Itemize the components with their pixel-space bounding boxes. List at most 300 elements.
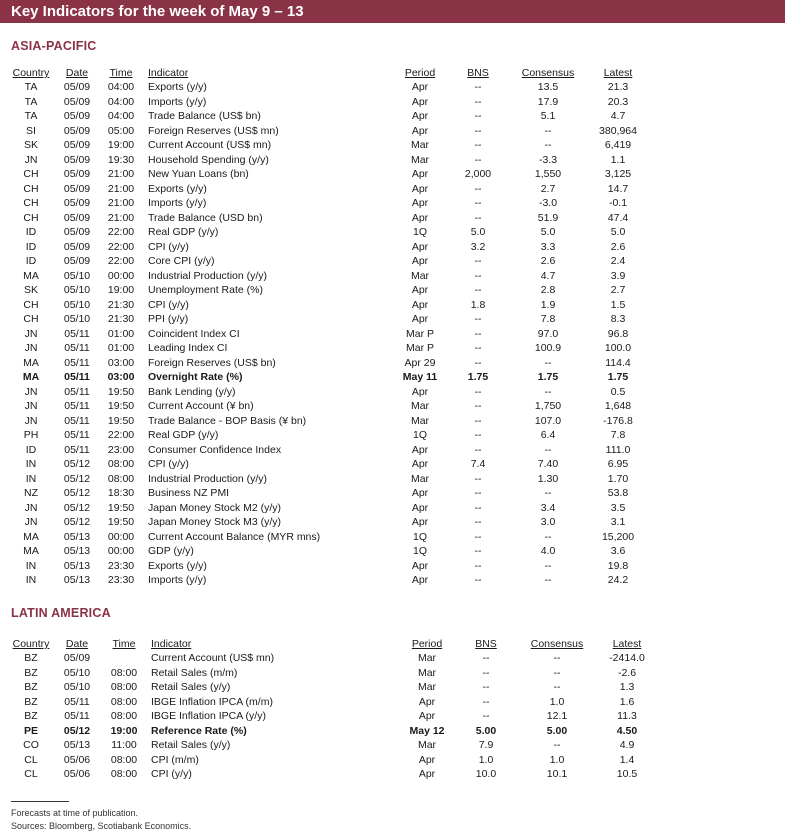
- cell-bns: 7.9: [478, 739, 494, 751]
- cell-latest: 380,964: [599, 124, 637, 137]
- cell-country: JN: [24, 516, 38, 528]
- cell-bns: --: [474, 110, 482, 122]
- table-row: [0, 153, 785, 168]
- cell-indicator: CPI (y/y): [148, 458, 189, 470]
- cell-date: 05/10: [63, 681, 91, 693]
- cell-bns: --: [482, 710, 490, 722]
- cell-consensus: 1,750: [534, 400, 562, 412]
- cell-date: 05/11: [64, 414, 90, 427]
- cell-indicator: Industrial Production (y/y): [148, 472, 268, 485]
- cell-country: IN: [25, 472, 37, 485]
- cell-period: May 11: [402, 371, 438, 383]
- cell-indicator: Foreign Reserves (US$ mn): [148, 124, 279, 137]
- header-date: Date: [65, 67, 89, 79]
- cell-country: IN: [25, 574, 37, 586]
- cell-latest: 3.5: [610, 501, 626, 514]
- cell-date: 05/12: [63, 724, 91, 737]
- cell-time: 03:00: [107, 356, 135, 369]
- cell-date: 05/11: [64, 342, 90, 354]
- cell-date: 05/09: [63, 240, 91, 253]
- cell-period: Mar: [410, 139, 430, 151]
- table-row: [0, 428, 785, 443]
- cell-consensus: 3.3: [540, 240, 556, 253]
- cell-period: Mar: [417, 652, 437, 664]
- cell-time: 19:50: [107, 414, 135, 427]
- cell-latest: 1.70: [607, 472, 629, 485]
- cell-country: CH: [23, 211, 39, 224]
- cell-bns: 7.4: [470, 458, 486, 470]
- cell-country: JN: [24, 501, 38, 514]
- cell-time: 00:00: [107, 530, 135, 543]
- cell-indicator: Retail Sales (y/y): [151, 739, 231, 751]
- cell-country: NZ: [24, 487, 38, 499]
- cell-indicator: Industrial Production (y/y): [148, 269, 268, 282]
- table-row: [0, 109, 785, 124]
- cell-country: BZ: [24, 652, 38, 664]
- cell-period: Apr: [411, 385, 429, 398]
- cell-bns: --: [482, 695, 490, 708]
- cell-period: 1Q: [412, 226, 428, 238]
- cell-latest: -0.1: [608, 197, 628, 209]
- cell-latest: 24.2: [607, 574, 629, 586]
- cell-latest: 96.8: [607, 327, 629, 340]
- footnote-divider: [11, 801, 69, 802]
- cell-time: 22:00: [107, 429, 135, 441]
- latam-section-title: LATIN AMERICA: [11, 606, 111, 620]
- cell-period: Apr: [411, 197, 429, 209]
- cell-bns: --: [474, 530, 482, 543]
- table-row: [0, 414, 785, 429]
- table-row: [0, 515, 785, 530]
- cell-country: CL: [24, 768, 38, 780]
- header-latest: Latest: [603, 67, 633, 79]
- cell-country: ID: [25, 255, 37, 267]
- cell-consensus: --: [553, 681, 561, 693]
- cell-date: 05/12: [63, 458, 91, 470]
- cell-country: MA: [22, 371, 40, 383]
- header-latest: Latest: [612, 638, 642, 650]
- cell-time: 19:30: [107, 153, 135, 166]
- cell-country: CH: [23, 313, 39, 325]
- cell-latest: 1,648: [604, 400, 632, 412]
- cell-consensus: --: [553, 666, 561, 679]
- cell-time: 21:30: [107, 313, 135, 325]
- cell-date: 05/10: [63, 313, 91, 325]
- cell-latest: 3.6: [610, 545, 626, 557]
- cell-time: 23:00: [107, 443, 135, 456]
- table-row: [0, 269, 785, 284]
- cell-period: Mar P: [405, 327, 435, 340]
- cell-consensus: 100.9: [534, 342, 562, 354]
- cell-consensus: --: [544, 487, 552, 499]
- cell-date: 05/09: [63, 211, 91, 224]
- cell-bns: --: [474, 516, 482, 528]
- cell-latest: 6,419: [604, 139, 632, 151]
- cell-time: 22:00: [107, 226, 135, 238]
- cell-time: 08:00: [107, 458, 135, 470]
- cell-country: TA: [24, 95, 38, 108]
- cell-indicator: IBGE Inflation IPCA (m/m): [151, 695, 273, 708]
- cell-indicator: Core CPI (y/y): [148, 255, 215, 267]
- cell-time: 08:00: [110, 681, 138, 693]
- cell-bns: --: [474, 327, 482, 340]
- cell-consensus: 4.7: [540, 269, 556, 282]
- cell-consensus: 17.9: [537, 95, 559, 108]
- cell-time: 03:00: [107, 371, 135, 383]
- cell-latest: 7.8: [610, 429, 626, 441]
- table-row: [0, 182, 785, 197]
- cell-consensus: 5.1: [540, 110, 556, 122]
- cell-bns: --: [474, 153, 482, 166]
- cell-period: Apr: [411, 182, 429, 195]
- cell-consensus: --: [544, 124, 552, 137]
- cell-consensus: 5.0: [540, 226, 556, 238]
- cell-consensus: --: [544, 559, 552, 572]
- cell-date: 05/10: [63, 269, 91, 282]
- cell-indicator: CPI (y/y): [148, 298, 189, 311]
- header-consensus: Consensus: [530, 638, 584, 650]
- cell-indicator: Exports (y/y): [148, 559, 207, 572]
- cell-consensus: 1.9: [540, 298, 556, 311]
- cell-date: 05/09: [63, 197, 91, 209]
- cell-bns: --: [474, 255, 482, 267]
- cell-country: CH: [23, 182, 39, 195]
- cell-bns: --: [474, 81, 482, 93]
- header-date: Date: [65, 638, 89, 650]
- cell-date: 05/10: [63, 298, 91, 311]
- table-row: [0, 356, 785, 371]
- header-indicator: Indicator: [151, 638, 192, 650]
- cell-indicator: Trade Balance (US$ bn): [148, 110, 261, 122]
- table-row: [0, 457, 785, 472]
- cell-consensus: 12.1: [546, 710, 568, 722]
- table-row: [0, 695, 785, 710]
- cell-consensus: 2.8: [540, 284, 556, 296]
- cell-period: Mar: [410, 269, 430, 282]
- cell-time: 19:50: [107, 400, 135, 412]
- cell-indicator: Japan Money Stock M2 (y/y): [148, 501, 282, 514]
- cell-indicator: Overnight Rate (%): [148, 371, 243, 383]
- cell-date: 05/09: [63, 652, 91, 664]
- cell-country: IN: [25, 458, 37, 470]
- cell-indicator: Unemployment Rate (%): [148, 284, 263, 296]
- cell-bns: --: [474, 501, 482, 514]
- cell-latest: 21.3: [607, 81, 629, 93]
- cell-indicator: IBGE Inflation IPCA (y/y): [151, 710, 266, 722]
- cell-period: 1Q: [412, 530, 428, 543]
- cell-time: 18:30: [107, 487, 135, 499]
- table-row: [0, 709, 785, 724]
- table-row: [0, 283, 785, 298]
- cell-country: JN: [24, 400, 38, 412]
- cell-latest: -176.8: [603, 414, 633, 427]
- cell-period: Apr: [411, 487, 429, 499]
- cell-time: 01:00: [107, 342, 135, 354]
- cell-indicator: Retail Sales (y/y): [151, 681, 231, 693]
- cell-latest: 2.7: [610, 284, 626, 296]
- cell-consensus: 1.30: [537, 472, 559, 485]
- cell-period: Mar: [410, 153, 430, 166]
- cell-latest: 0.5: [610, 385, 626, 398]
- cell-time: 04:00: [107, 110, 135, 122]
- table-row: [0, 486, 785, 501]
- footnote-forecasts: Forecasts at time of publication.: [11, 808, 139, 818]
- table-row: [0, 544, 785, 559]
- cell-consensus: 1.0: [549, 695, 565, 708]
- cell-date: 05/06: [63, 753, 91, 766]
- table-row: [0, 559, 785, 574]
- cell-date: 05/11: [64, 695, 90, 708]
- header-bns: BNS: [467, 67, 489, 79]
- cell-latest: 14.7: [607, 182, 629, 195]
- cell-indicator: Imports (y/y): [148, 574, 207, 586]
- cell-latest: 3.9: [610, 269, 626, 282]
- cell-date: 05/11: [64, 429, 90, 441]
- cell-period: Apr: [411, 95, 429, 108]
- cell-consensus: 4.0: [540, 545, 556, 557]
- cell-latest: 2.4: [610, 255, 626, 267]
- cell-period: Apr: [411, 255, 429, 267]
- cell-latest: 8.3: [610, 313, 626, 325]
- cell-consensus: 107.0: [534, 414, 562, 427]
- cell-indicator: Consumer Confidence Index: [148, 443, 282, 456]
- cell-time: 00:00: [107, 545, 135, 557]
- cell-consensus: 51.9: [537, 211, 559, 224]
- cell-country: ID: [25, 443, 37, 456]
- cell-bns: --: [474, 574, 482, 586]
- header-time: Time: [109, 67, 133, 79]
- cell-time: 23:30: [107, 574, 135, 586]
- table-row: [0, 472, 785, 487]
- cell-indicator: Current Account (US$ mn): [148, 139, 272, 151]
- cell-period: Apr: [411, 443, 429, 456]
- cell-date: 05/10: [63, 666, 91, 679]
- cell-period: Apr: [418, 710, 436, 722]
- cell-period: Apr: [411, 516, 429, 528]
- cell-period: Apr: [411, 284, 429, 296]
- cell-bns: 3.2: [470, 240, 486, 253]
- cell-time: 22:00: [107, 255, 135, 267]
- cell-latest: 100.0: [604, 342, 632, 354]
- cell-indicator: Business NZ PMI: [148, 487, 230, 499]
- header-period: Period: [411, 638, 443, 650]
- cell-period: Apr: [411, 458, 429, 470]
- cell-period: 1Q: [412, 545, 428, 557]
- cell-bns: --: [482, 652, 490, 664]
- page-title: Key Indicators for the week of May 9 – 13: [11, 3, 304, 20]
- table-row: [0, 724, 785, 739]
- cell-consensus: 1.75: [537, 371, 559, 383]
- cell-date: 05/09: [63, 110, 91, 122]
- cell-country: SI: [26, 124, 36, 137]
- cell-consensus: 3.0: [540, 516, 556, 528]
- cell-indicator: Imports (y/y): [148, 197, 207, 209]
- table-row: [0, 124, 785, 139]
- cell-country: TA: [24, 110, 38, 122]
- cell-date: 05/09: [63, 153, 91, 166]
- cell-country: CH: [23, 197, 39, 209]
- cell-indicator: Current Account (US$ mn): [151, 652, 275, 664]
- cell-latest: 20.3: [607, 95, 629, 108]
- cell-date: 05/09: [63, 95, 91, 108]
- cell-indicator: Exports (y/y): [148, 81, 207, 93]
- asia-section-title: ASIA-PACIFIC: [11, 39, 97, 53]
- cell-date: 05/11: [64, 327, 90, 340]
- cell-period: Mar: [417, 739, 437, 751]
- cell-country: JN: [24, 342, 38, 354]
- cell-bns: --: [482, 681, 490, 693]
- cell-indicator: Real GDP (y/y): [148, 226, 219, 238]
- cell-period: Apr: [411, 501, 429, 514]
- header-indicator: Indicator: [148, 67, 189, 79]
- cell-period: Apr: [411, 110, 429, 122]
- cell-country: BZ: [24, 695, 38, 708]
- cell-period: Apr: [411, 559, 429, 572]
- cell-date: 05/11: [64, 443, 90, 456]
- cell-indicator: CPI (m/m): [151, 753, 199, 766]
- cell-time: 04:00: [107, 95, 135, 108]
- cell-date: 05/11: [64, 385, 90, 398]
- cell-bns: --: [474, 559, 482, 572]
- table-row: [0, 225, 785, 240]
- table-row: [0, 196, 785, 211]
- cell-country: CO: [23, 739, 39, 751]
- cell-country: JN: [24, 327, 38, 340]
- cell-date: 05/09: [63, 182, 91, 195]
- cell-date: 05/09: [63, 255, 91, 267]
- cell-consensus: 7.40: [537, 458, 559, 470]
- cell-bns: --: [474, 443, 482, 456]
- cell-country: PH: [23, 429, 39, 441]
- cell-date: 05/12: [63, 501, 91, 514]
- cell-time: 04:00: [107, 81, 135, 93]
- cell-time: 21:00: [107, 197, 135, 209]
- cell-bns: 5.0: [470, 226, 486, 238]
- cell-date: 05/12: [63, 472, 91, 485]
- cell-time: 21:00: [107, 182, 135, 195]
- cell-period: Apr: [411, 211, 429, 224]
- cell-period: Mar: [417, 681, 437, 693]
- cell-bns: --: [474, 385, 482, 398]
- table-row: [0, 298, 785, 313]
- cell-consensus: --: [544, 574, 552, 586]
- cell-country: ID: [25, 226, 37, 238]
- cell-consensus: 3.4: [540, 501, 556, 514]
- cell-date: 05/09: [63, 168, 91, 180]
- cell-date: 05/12: [63, 516, 91, 528]
- cell-period: Apr: [411, 168, 429, 180]
- cell-country: CL: [24, 753, 38, 766]
- cell-date: 05/13: [63, 559, 91, 572]
- cell-indicator: Coincident Index CI: [148, 327, 240, 340]
- cell-latest: 4.7: [610, 110, 626, 122]
- cell-bns: 1.0: [478, 753, 494, 766]
- cell-time: 19:50: [107, 385, 135, 398]
- table-row: [0, 680, 785, 695]
- cell-country: CH: [23, 168, 39, 180]
- cell-date: 05/13: [63, 530, 91, 543]
- table-row: [0, 753, 785, 768]
- cell-date: 05/11: [64, 356, 90, 369]
- cell-period: Apr: [411, 313, 429, 325]
- table-row: [0, 211, 785, 226]
- cell-bns: --: [482, 666, 490, 679]
- cell-country: CH: [23, 298, 39, 311]
- cell-bns: --: [474, 284, 482, 296]
- cell-consensus: -3.0: [538, 197, 558, 209]
- cell-time: 21:00: [107, 211, 135, 224]
- cell-latest: 114.4: [605, 356, 631, 369]
- cell-consensus: 6.4: [540, 429, 556, 441]
- cell-latest: 11.3: [617, 710, 637, 722]
- cell-period: Mar: [417, 666, 437, 679]
- cell-period: Apr: [411, 240, 429, 253]
- cell-consensus: --: [544, 530, 552, 543]
- table-row: [0, 167, 785, 182]
- cell-time: 08:00: [110, 666, 138, 679]
- cell-time: 21:30: [107, 298, 135, 311]
- header-period: Period: [404, 67, 436, 79]
- cell-bns: --: [474, 545, 482, 557]
- cell-date: 05/09: [63, 124, 91, 137]
- cell-time: 11:00: [111, 739, 137, 751]
- cell-bns: --: [474, 414, 482, 427]
- cell-latest: 1.1: [610, 153, 626, 166]
- cell-time: 19:50: [107, 516, 135, 528]
- cell-latest: 53.8: [607, 487, 629, 499]
- cell-period: Mar: [410, 400, 430, 412]
- cell-date: 05/09: [63, 226, 91, 238]
- cell-latest: 10.5: [616, 768, 638, 780]
- cell-indicator: Exports (y/y): [148, 182, 207, 195]
- header-bns: BNS: [475, 638, 497, 650]
- cell-period: Apr: [411, 124, 429, 137]
- cell-date: 05/13: [63, 574, 91, 586]
- cell-time: 08:00: [110, 695, 138, 708]
- cell-indicator: CPI (y/y): [148, 240, 189, 253]
- cell-country: BZ: [24, 681, 38, 693]
- cell-indicator: Retail Sales (m/m): [151, 666, 238, 679]
- cell-indicator: Bank Lending (y/y): [148, 385, 236, 398]
- cell-country: IN: [25, 559, 37, 572]
- asia-header-row: [0, 66, 785, 81]
- table-row: [0, 443, 785, 458]
- cell-period: Apr: [411, 81, 429, 93]
- table-row: [0, 240, 785, 255]
- cell-latest: 1.5: [610, 298, 626, 311]
- cell-latest: -2414.0: [609, 652, 645, 664]
- cell-period: Apr: [418, 695, 436, 708]
- cell-indicator: New Yuan Loans (bn): [148, 168, 249, 180]
- cell-latest: 6.95: [607, 458, 629, 470]
- cell-period: Mar: [410, 414, 430, 427]
- cell-time: 08:00: [107, 472, 135, 485]
- cell-country: MA: [23, 530, 39, 543]
- cell-bns: --: [474, 211, 482, 224]
- cell-bns: 1.8: [470, 298, 486, 311]
- cell-latest: 3.1: [610, 516, 626, 528]
- cell-consensus: --: [544, 385, 552, 398]
- table-row: [0, 312, 785, 327]
- cell-consensus: --: [544, 356, 552, 369]
- cell-indicator: Trade Balance - BOP Basis (¥ bn): [148, 414, 307, 427]
- cell-consensus: 2.7: [540, 182, 556, 195]
- cell-country: SK: [23, 284, 39, 296]
- cell-bns: 2,000: [464, 168, 492, 180]
- cell-time: 08:00: [110, 768, 138, 780]
- table-row: [0, 370, 785, 385]
- cell-country: MA: [23, 269, 39, 282]
